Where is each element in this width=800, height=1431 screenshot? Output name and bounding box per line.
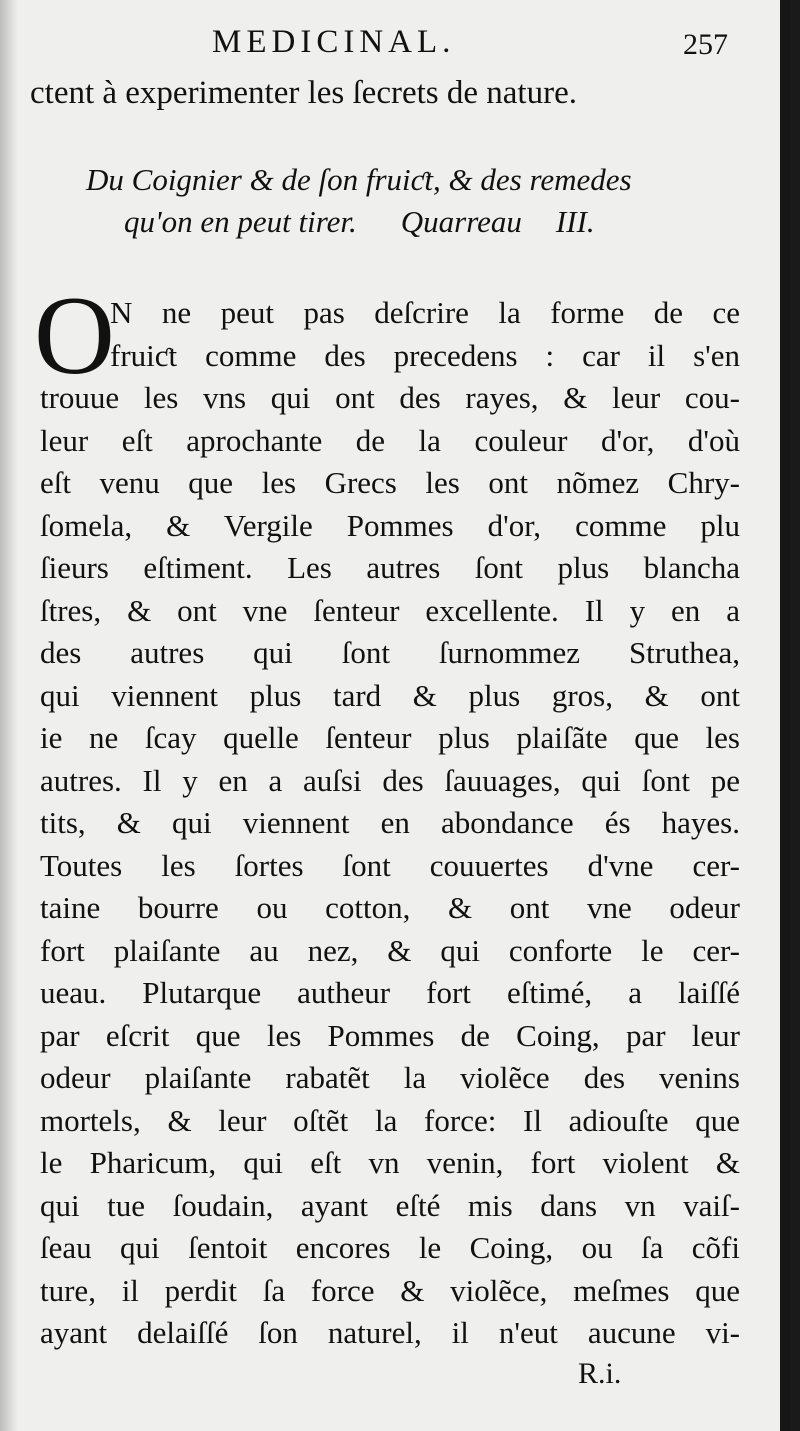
text-line: qui viennent plus tard & plus gros, & ont — [40, 677, 740, 713]
drop-cap: O — [34, 274, 115, 398]
text-line: ſtres, & ont vne ſenteur excellente. Il y en a — [40, 592, 740, 628]
text-line: ture, il perdit ſa force & violẽce, meſmes que — [40, 1272, 740, 1308]
text-line: eſt venu que les Grecs les ont nõmez Chry- — [40, 465, 740, 500]
text-line: N ne peut pas deſcrire la forme de ce — [110, 295, 740, 330]
text-line: autres. Il y en a auſsi des ſauuages, qui ſont pe — [40, 762, 740, 798]
text-line: trouue les vns qui ont des rayes, & leur cou- — [40, 380, 740, 415]
text-line: ſeau qui ſentoit encores le Coing, ou ſa cõfi — [40, 1230, 740, 1265]
continuation-line: ctent à experimenter les ſecrets de nature. — [30, 75, 577, 111]
text-line: leur eſt aprochante de la couleur d'or, d'où — [40, 422, 740, 458]
text-line: ayant delaiſſé ſon naturel, il n'eut aucune vi- — [40, 1315, 740, 1350]
chapter-heading-line-1: Du Coignier & de ſon fruiƈt, & des remedes — [86, 162, 632, 197]
text-line: mortels, & leur oſtẽt la force: Il adiouſte que — [40, 1102, 740, 1138]
running-title: MEDICINAL. — [212, 24, 456, 60]
text-line: fort plaiſante au nez, & qui conforte le cer- — [40, 932, 740, 968]
text-line: ueau. Plutarque autheur fort eſtimé, a laiſſé — [40, 975, 740, 1010]
text-line: par eſcrit que les Pommes de Coing, par leur — [40, 1017, 740, 1053]
chapter-heading-line-2 — [124, 204, 595, 240]
text-line: qui tue ſoudain, ayant eſté mis dans vn vaiſ- — [40, 1187, 740, 1223]
text-line: Toutes les ſortes ſont couuertes d'vne cer- — [40, 847, 740, 883]
body-text — [40, 292, 740, 1355]
text-line: des autres qui ſont ſurnommez Struthea, — [40, 635, 740, 670]
chapter-heading-text: qu'on en peut tirer. — [124, 204, 357, 239]
text-line: le Pharicum, qui eſt vn venin, fort violent & — [40, 1145, 740, 1180]
section-label: Quarreau — [400, 204, 522, 239]
text-line: odeur plaiſante rabatẽt la violẽce des venins — [40, 1060, 740, 1095]
signature-mark: R.i. — [578, 1357, 622, 1390]
text-line: fruiƈt comme des precedens : car il s'en — [110, 337, 740, 373]
text-line: ſomela, & Vergile Pommes d'or, comme plu — [40, 507, 740, 543]
text-line: ſieurs eſtiment. Les autres ſont plus blancha — [40, 550, 740, 585]
section-number: III. — [555, 204, 595, 239]
page-edge-shadow — [780, 0, 790, 1431]
text-line: tits, & qui viennent en abondance és hayes. — [40, 805, 740, 840]
text-line: ie ne ſcay quelle ſenteur plus plaiſãte que les — [40, 720, 740, 755]
text-line: taine bourre ou cotton, & ont vne odeur — [40, 890, 740, 925]
page-number: 257 — [683, 28, 728, 61]
